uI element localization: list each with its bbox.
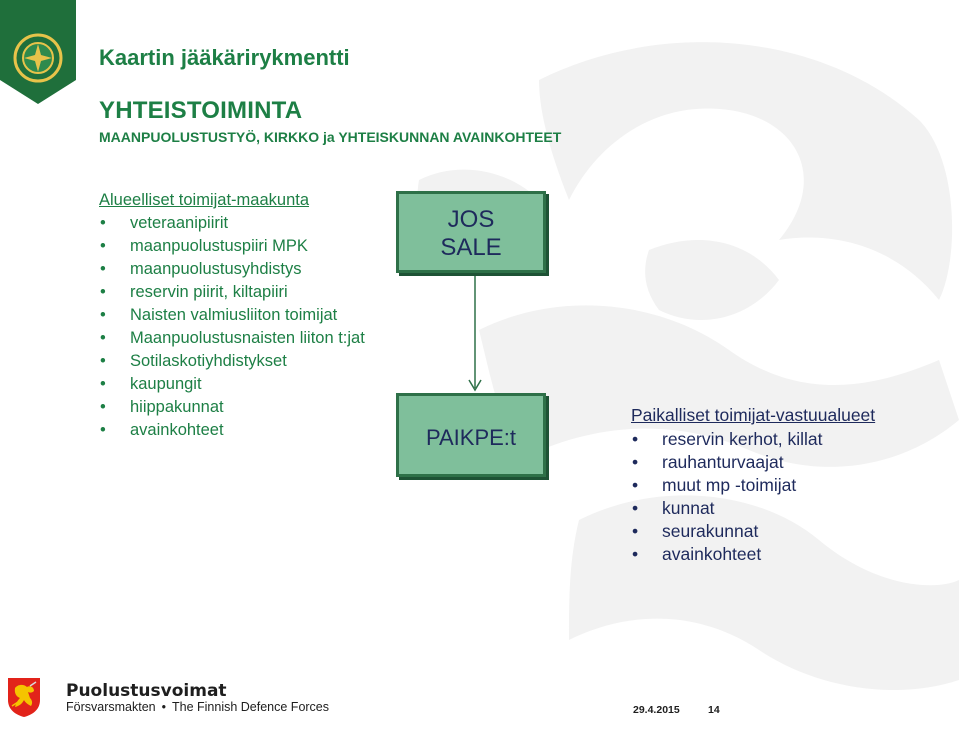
footer-separator: • bbox=[161, 700, 166, 714]
organization-title: Kaartin jääkärirykmentti bbox=[99, 45, 350, 70]
local-actors-section bbox=[631, 405, 875, 566]
footer-sub-left: Försvarsmakten bbox=[66, 700, 156, 714]
list-item: • maanpuolustuspiiri MPK bbox=[99, 235, 365, 258]
list-item: • Maanpuolustusnaisten liiton t:jat bbox=[99, 327, 365, 350]
list-item: • Sotilaskotiyhdistykset bbox=[99, 350, 365, 373]
page-subtitle: MAANPUOLUSTUSTYÖ, KIRKKO ja YHTEISKUNNAN AVAINKOHTEET bbox=[99, 129, 562, 145]
connector-arrow bbox=[468, 276, 482, 396]
regional-actors-list bbox=[99, 212, 365, 442]
list-item: • avainkohteet bbox=[99, 419, 365, 442]
list-item: • kaupungit bbox=[99, 373, 365, 396]
footer-sub-right: The Finnish Defence Forces bbox=[172, 700, 330, 714]
local-actors-list bbox=[631, 428, 875, 566]
list-item: • seurakunnat bbox=[631, 520, 875, 543]
page-number: 14 bbox=[708, 704, 720, 716]
lion-crest-icon bbox=[6, 676, 42, 718]
jos-sale-line2: SALE bbox=[440, 234, 502, 261]
list-item: • reservin kerhot, killat bbox=[631, 428, 875, 451]
regional-actors-title: Alueelliset toimijat-maakunta bbox=[99, 191, 310, 209]
list-item: • maanpuolustusyhdistys bbox=[99, 258, 365, 281]
list-item: • muut mp -toimijat bbox=[631, 474, 875, 497]
list-item: • hiippakunnat bbox=[99, 396, 365, 419]
list-item: • Naisten valmiusliiton toimijat bbox=[99, 304, 365, 327]
regiment-emblem-icon bbox=[0, 0, 76, 104]
regional-actors-section bbox=[99, 191, 365, 442]
list-item: • avainkohteet bbox=[631, 543, 875, 566]
jos-sale-box bbox=[396, 191, 546, 273]
footer-brand: Puolustusvoimat bbox=[66, 681, 227, 701]
local-actors-title: Paikalliset toimijat-vastuualueet bbox=[631, 405, 876, 425]
page-title: YHTEISTOIMINTA bbox=[99, 97, 303, 124]
jos-sale-line1: JOS bbox=[447, 206, 495, 233]
list-item: • veteraanipiirit bbox=[99, 212, 365, 235]
list-item: • reservin piirit, kiltapiiri bbox=[99, 281, 365, 304]
paikpe-box: PAIKPE:t bbox=[396, 393, 546, 477]
list-item: • rauhanturvaajat bbox=[631, 451, 875, 474]
footer-subtitle bbox=[66, 700, 329, 714]
list-item: • kunnat bbox=[631, 497, 875, 520]
footer-date: 29.4.2015 bbox=[633, 704, 680, 716]
lion-watermark-icon bbox=[399, 0, 959, 739]
